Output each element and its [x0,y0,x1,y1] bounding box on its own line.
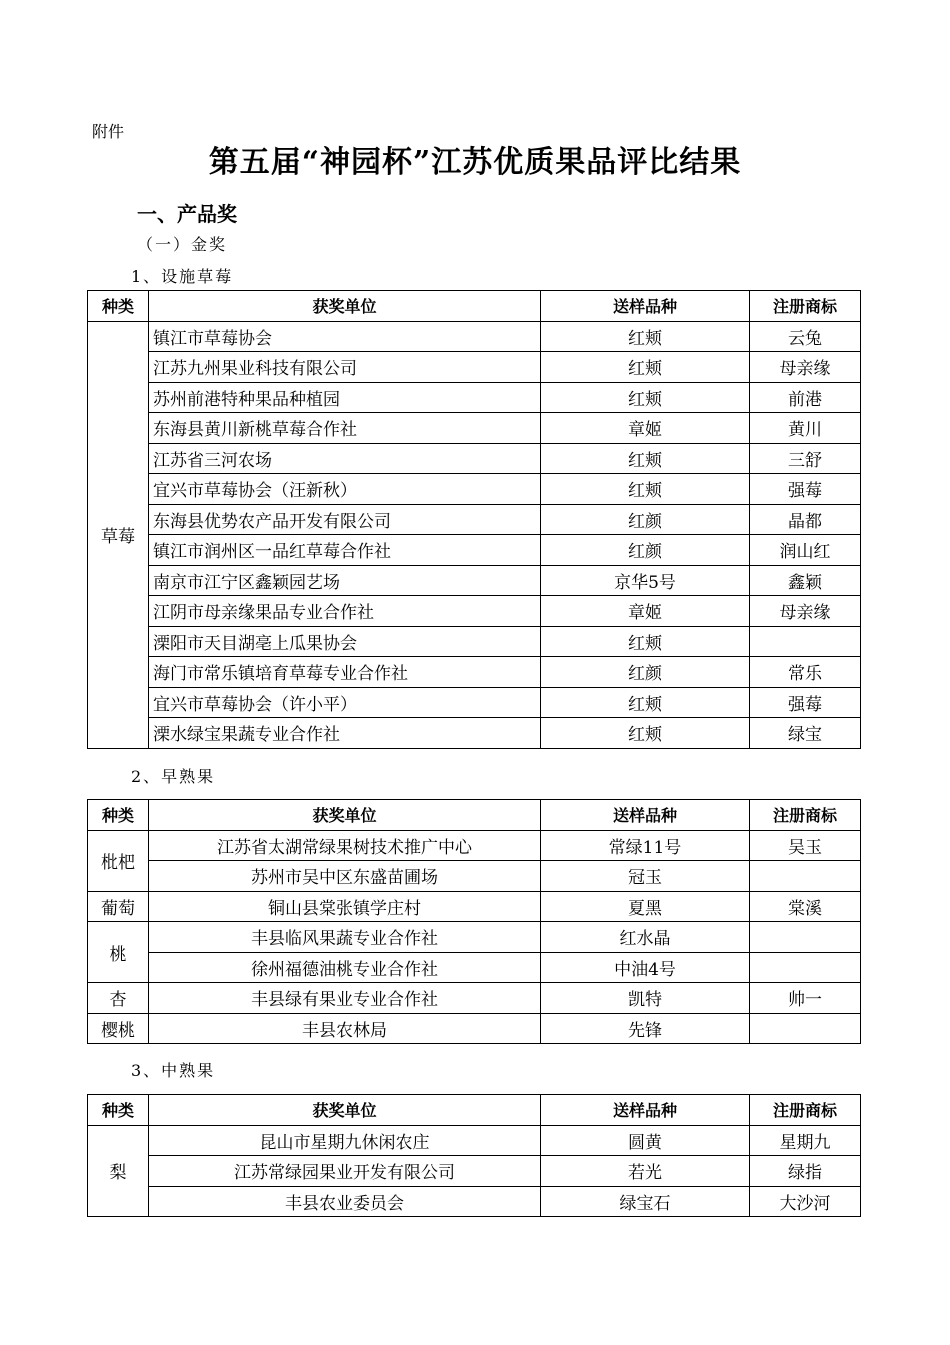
fruit-type-cell: 樱桃 [88,1013,149,1044]
fruit-type-cell: 杏 [88,983,149,1014]
variety-cell: 夏黑 [541,891,750,922]
attachment-label: 附件 [92,122,125,141]
fruit-type-cell: 桃 [88,922,149,983]
header-type: 种类 [88,800,149,831]
variety-cell: 红颜 [541,535,750,566]
table-heading-early-fruit: 2、早熟果 [131,767,216,786]
table-row [88,474,861,505]
result-table-early-fruit [87,799,861,1044]
page-title: 第五届“神园杯”江苏优质果品评比结果 [208,145,742,180]
trademark-cell: 晶都 [750,504,861,535]
unit-cell: 丰县绿有果业专业合作社 [149,983,541,1014]
variety-cell: 凯特 [541,983,750,1014]
fruit-type-cell: 梨 [88,1125,149,1217]
header-trademark: 注册商标 [750,1095,861,1126]
variety-cell: 红颜 [541,504,750,535]
unit-cell: 苏州市吴中区东盛苗圃场 [149,861,541,892]
unit-cell: 宜兴市草莓协会（汪新秋） [149,474,541,505]
unit-cell: 东海县优势农产品开发有限公司 [149,504,541,535]
unit-cell: 丰县农林局 [149,1013,541,1044]
trademark-cell: 星期九 [750,1125,861,1156]
table-header-row [88,800,861,831]
unit-cell: 溧阳市天目湖亳上瓜果协会 [149,626,541,657]
unit-cell: 江苏省三河农场 [149,443,541,474]
variety-cell: 红颊 [541,474,750,505]
variety-cell: 红颊 [541,718,750,749]
trademark-cell: 鑫颖 [750,565,861,596]
table-row [88,626,861,657]
header-unit: 获奖单位 [149,800,541,831]
trademark-cell: 棠溪 [750,891,861,922]
result-table-facility-strawberry [87,290,861,749]
unit-cell: 江苏九州果业科技有限公司 [149,352,541,383]
unit-cell: 苏州前港特种果品种植园 [149,382,541,413]
header-variety: 送样品种 [541,291,750,322]
trademark-cell: 润山红 [750,535,861,566]
table-row [88,565,861,596]
table-row [88,443,861,474]
variety-cell: 红颊 [541,352,750,383]
trademark-cell: 母亲缘 [750,596,861,627]
table-row [88,535,861,566]
trademark-cell: 大沙河 [750,1186,861,1217]
unit-cell: 铜山县棠张镇学庄村 [149,891,541,922]
table-row [88,830,861,861]
unit-cell: 江苏省太湖常绿果树技术推广中心 [149,830,541,861]
table-header-row [88,291,861,322]
table-row [88,596,861,627]
trademark-cell [750,922,861,953]
result-table-mid-fruit [87,1094,861,1217]
table-row [88,1156,861,1187]
unit-cell: 江阴市母亲缘果品专业合作社 [149,596,541,627]
table-row [88,504,861,535]
variety-cell: 冠玉 [541,861,750,892]
unit-cell: 镇江市润州区一品红草莓合作社 [149,535,541,566]
table-row [88,861,861,892]
table-row [88,1186,861,1217]
trademark-cell: 绿宝 [750,718,861,749]
table-row [88,983,861,1014]
unit-cell: 徐州福德油桃专业合作社 [149,952,541,983]
table-header-row [88,1095,861,1126]
table-row [88,687,861,718]
variety-cell: 中油4号 [541,952,750,983]
variety-cell: 红水晶 [541,922,750,953]
unit-cell: 昆山市星期九休闲农庄 [149,1125,541,1156]
header-variety: 送样品种 [541,800,750,831]
unit-cell: 宜兴市草莓协会（许小平） [149,687,541,718]
trademark-cell: 绿指 [750,1156,861,1187]
trademark-cell: 三舒 [750,443,861,474]
table-row [88,718,861,749]
variety-cell: 常绿11号 [541,830,750,861]
trademark-cell [750,952,861,983]
table-row [88,413,861,444]
trademark-cell: 强莓 [750,474,861,505]
variety-cell: 红颊 [541,626,750,657]
variety-cell: 京华5号 [541,565,750,596]
trademark-cell: 帅一 [750,983,861,1014]
trademark-cell: 云兔 [750,321,861,352]
trademark-cell: 前港 [750,382,861,413]
table-row [88,922,861,953]
table-row [88,891,861,922]
trademark-cell [750,1013,861,1044]
table-row [88,382,861,413]
table-row [88,657,861,688]
unit-cell: 镇江市草莓协会 [149,321,541,352]
variety-cell: 若光 [541,1156,750,1187]
table-row [88,321,861,352]
variety-cell: 红颊 [541,687,750,718]
unit-cell: 丰县临风果蔬专业合作社 [149,922,541,953]
table-row [88,1013,861,1044]
table-heading-mid-fruit: 3、中熟果 [131,1061,216,1080]
header-type: 种类 [88,1095,149,1126]
header-unit: 获奖单位 [149,1095,541,1126]
variety-cell: 红颊 [541,443,750,474]
header-trademark: 注册商标 [750,291,861,322]
section-title: 一、产品奖 [137,202,237,226]
fruit-type-cell: 草莓 [88,321,149,748]
trademark-cell: 强莓 [750,687,861,718]
trademark-cell: 黄川 [750,413,861,444]
variety-cell: 圆黄 [541,1125,750,1156]
variety-cell: 红颊 [541,321,750,352]
trademark-cell: 母亲缘 [750,352,861,383]
fruit-type-cell: 葡萄 [88,891,149,922]
table-row [88,1125,861,1156]
unit-cell: 丰县农业委员会 [149,1186,541,1217]
header-unit: 获奖单位 [149,291,541,322]
variety-cell: 绿宝石 [541,1186,750,1217]
variety-cell: 章姬 [541,596,750,627]
header-variety: 送样品种 [541,1095,750,1126]
trademark-cell: 常乐 [750,657,861,688]
header-trademark: 注册商标 [750,800,861,831]
unit-cell: 海门市常乐镇培育草莓专业合作社 [149,657,541,688]
unit-cell: 东海县黄川新桃草莓合作社 [149,413,541,444]
unit-cell: 江苏常绿园果业开发有限公司 [149,1156,541,1187]
trademark-cell [750,861,861,892]
header-type: 种类 [88,291,149,322]
trademark-cell [750,626,861,657]
variety-cell: 红颜 [541,657,750,688]
table-heading-facility-strawberry: 1、设施草莓 [131,267,234,286]
unit-cell: 南京市江宁区鑫颖园艺场 [149,565,541,596]
trademark-cell: 吴玉 [750,830,861,861]
unit-cell: 溧水绿宝果蔬专业合作社 [149,718,541,749]
table-row [88,352,861,383]
variety-cell: 章姬 [541,413,750,444]
variety-cell: 红颊 [541,382,750,413]
subsection-title: （一）金奖 [137,235,228,254]
fruit-type-cell: 枇杷 [88,830,149,891]
table-row [88,952,861,983]
variety-cell: 先锋 [541,1013,750,1044]
